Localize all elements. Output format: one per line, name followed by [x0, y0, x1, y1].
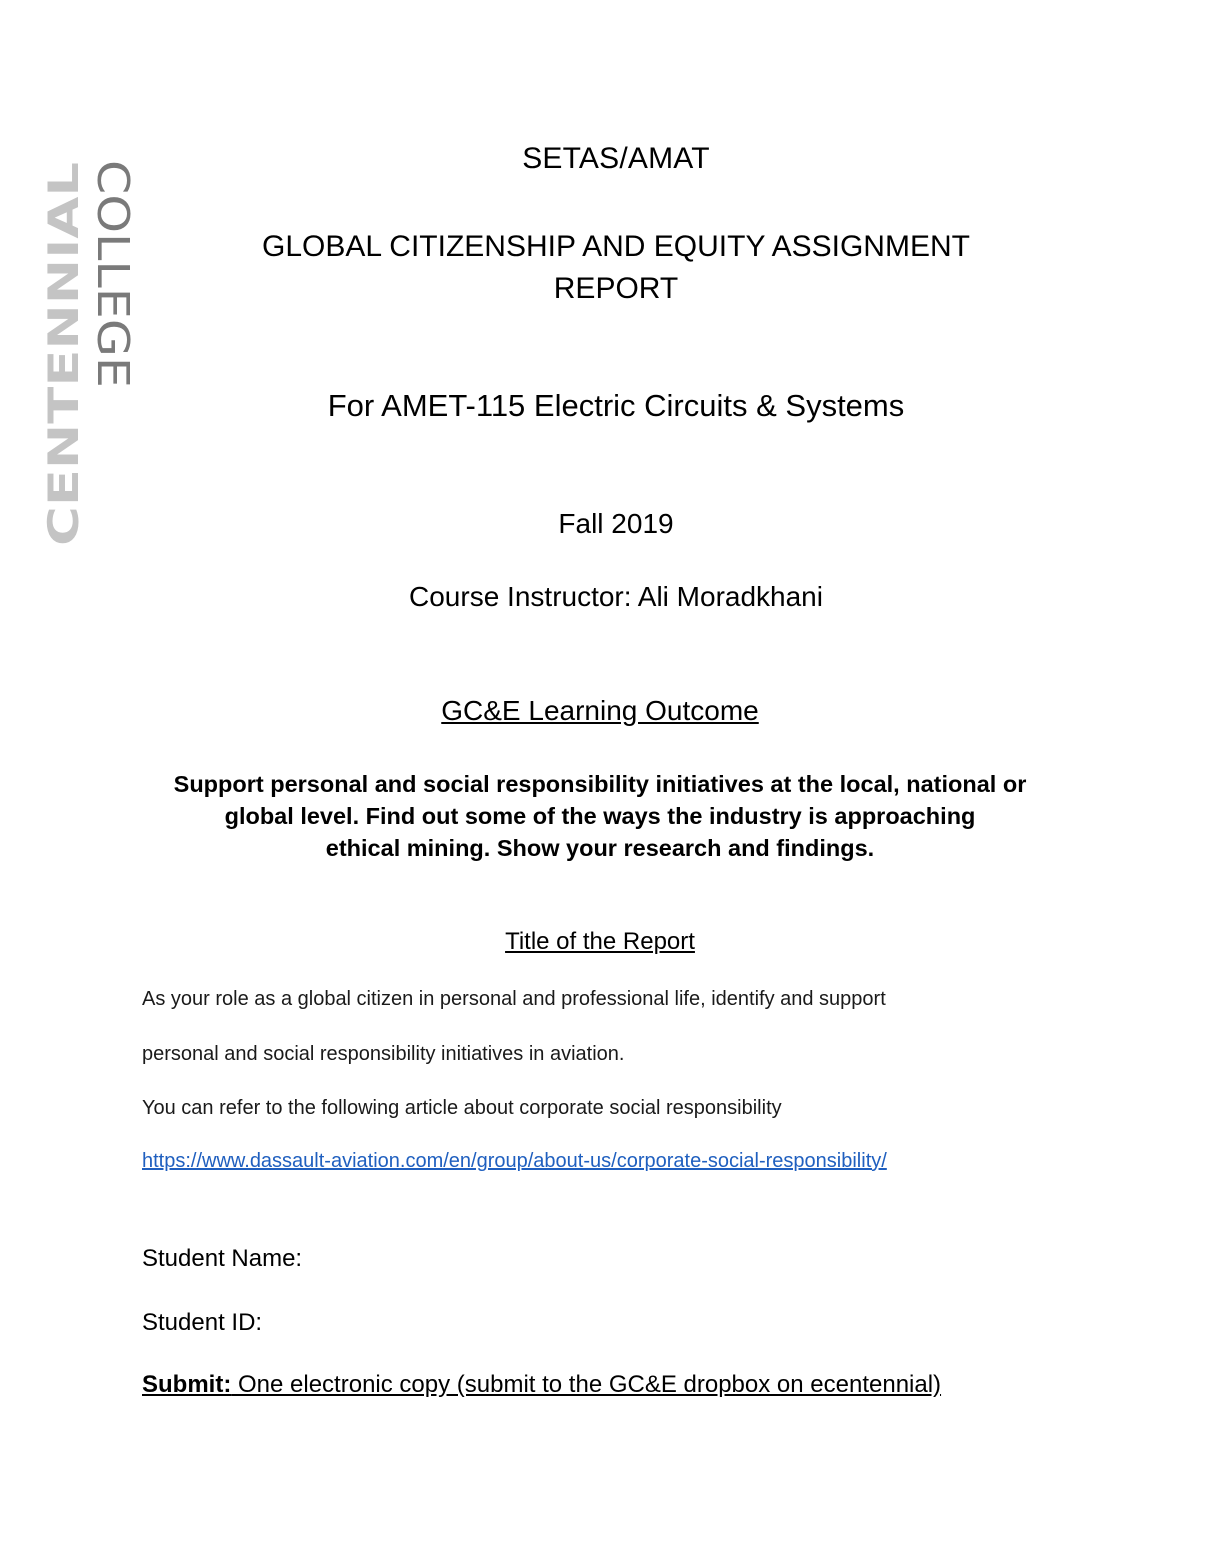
submit-instruction	[142, 1371, 941, 1399]
logo-centennial-text: CENTENNIAL	[39, 248, 88, 546]
submit-label: Submit:	[142, 1371, 232, 1398]
term: Fall 2019	[558, 508, 674, 539]
instruction-paragraph-3: You can refer to the following article about corporate social responsibility	[142, 1097, 782, 1119]
learning-outcome-text	[140, 768, 1060, 864]
report-title-heading: Title of the Report	[505, 928, 695, 955]
report-heading	[0, 226, 1232, 310]
submit-text: One electronic copy (submit to the GC&E dropbox on ecentennial)	[231, 1371, 942, 1398]
learning-outcome-heading: GC&E Learning Outcome	[441, 695, 759, 726]
csr-article-link[interactable]: https://www.dassault-aviation.com/en/group/about-us/corporate-social-responsibility/	[142, 1150, 887, 1172]
college-logo	[39, 160, 138, 552]
report-heading-line1: GLOBAL CITIZENSHIP AND EQUITY ASSIGNMENT	[262, 230, 970, 263]
course-title: For AMET-115 Electric Circuits & Systems	[327, 388, 905, 423]
program-title: SETAS/AMAT	[522, 142, 710, 175]
instruction-paragraph-1: As your role as a global citizen in personal and professional life, identify and support	[142, 988, 886, 1010]
outcome-line-2: global level. Find out some of the ways the industry is approaching	[224, 803, 976, 829]
report-heading-line2: REPORT	[553, 272, 679, 305]
student-name-label: Student Name:	[142, 1245, 303, 1272]
instruction-paragraph-2: personal and social responsibility initiatives in aviation.	[142, 1043, 625, 1065]
logo-college-text: COLLEGE	[87, 160, 138, 365]
outcome-line-3: ethical mining. Show your research and findings.	[325, 835, 875, 861]
course-instructor: Course Instructor: Ali Moradkhani	[409, 581, 823, 612]
outcome-line-1: Support personal and social responsibility initiatives at the local, national or	[173, 771, 1027, 797]
student-id-label: Student ID:	[142, 1309, 263, 1336]
